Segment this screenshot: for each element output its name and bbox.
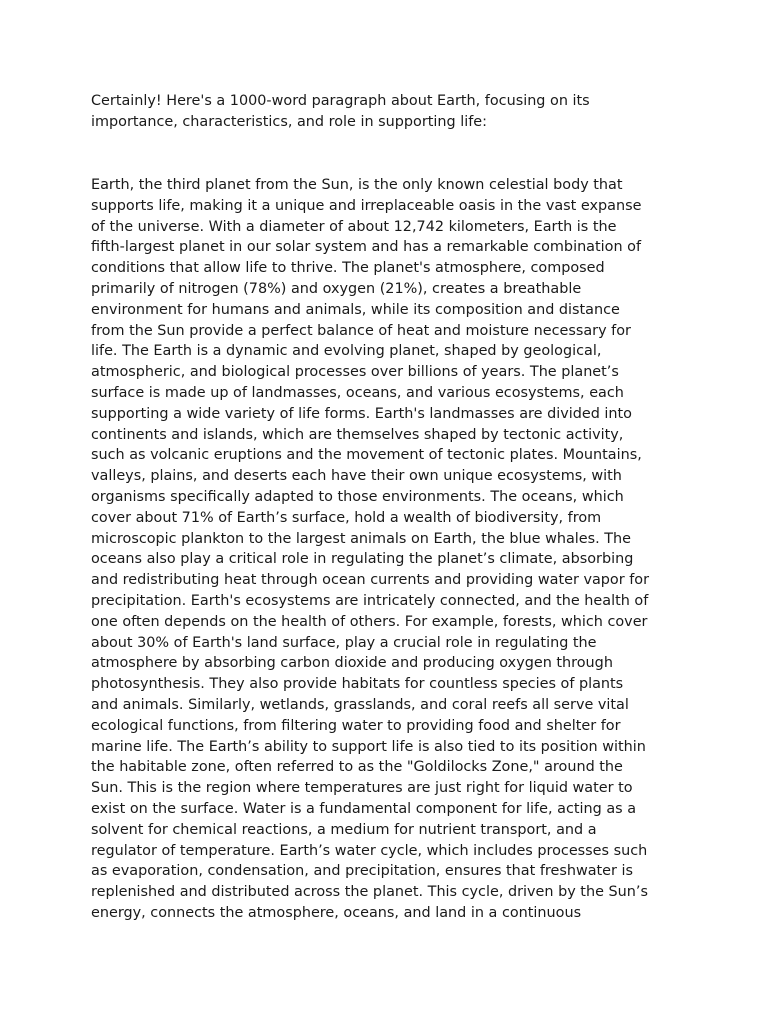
body-paragraph: Earth, the third planet from the Sun, is the only known celestial body that supports life, making it a unique and irreplaceable oasis in the vast expanse of the universe. With a diameter of about 12,742 kilometers, Earth is the fifth-largest planet in our solar system and has a remarkable combination of conditions that allow life to thrive. The planet's atmosphere, composed primarily of nitrogen (78%) and oxygen (21%), creates a breathable environment for humans and animals, while its composition and distance from the Sun provide a perfect balance of heat and moisture necessary for life. The Earth is a dynamic and evolving planet, shaped by geological, atmospheric, and biological processes over billions of years. The planet’s surface is made up of landmasses, oceans, and various ecosystems, each supporting a wide variety of life forms. Earth's landmasses are divided into continents and islands, which are themselves shaped by tectonic activity, such as volcanic eruptions and the movement of tectonic plates. Mountains, valleys, plains, and deserts each have their own unique ecosystems, with organisms specifically adapted to those environments. The oceans, which cover about 71% of Earth’s surface, hold a wealth of biodiversity, from microscopic plankton to the largest animals on Earth, the blue whales. The oceans also play a critical role in regulating the planet’s climate, absorbing and redistributing heat through ocean currents and providing water vapor for precipitation. Earth's ecosystems are intricately connected, and the health of one often depends on the health of others. For example, forests, which cover about 30% of Earth's land surface, play a crucial role in regulating the atmosphere by absorbing carbon dioxide and producing oxygen through photosynthesis. They also provide habitats for countless species of plants and animals. Similarly, wetlands, grasslands, and coral reefs all serve vital ecological functions, from filtering water to providing food and shelter for marine life. The Earth’s ability to support life is also tied to its position within the habitable zone, often referred to as the "Goldilocks Zone," around the Sun. This is the region where temperatures are just right for liquid water to exist on the surface. Water is a fundamental component for life, acting as a solvent for chemical reactions, a medium for nutrient transport, and a regulator of temperature. Earth’s water cycle, which includes processes such as evaporation, condensation, and precipitation, ensures that freshwater is replenished and distributed across the planet. This cycle, driven by the Sun’s energy, connects the atmosphere, oceans, and land in a continuous [91,177,650,921]
intro-paragraph: Certainly! Here's a 1000-word paragraph about Earth, focusing on its importance, characteristics, and role in supporting life: [91,93,590,130]
